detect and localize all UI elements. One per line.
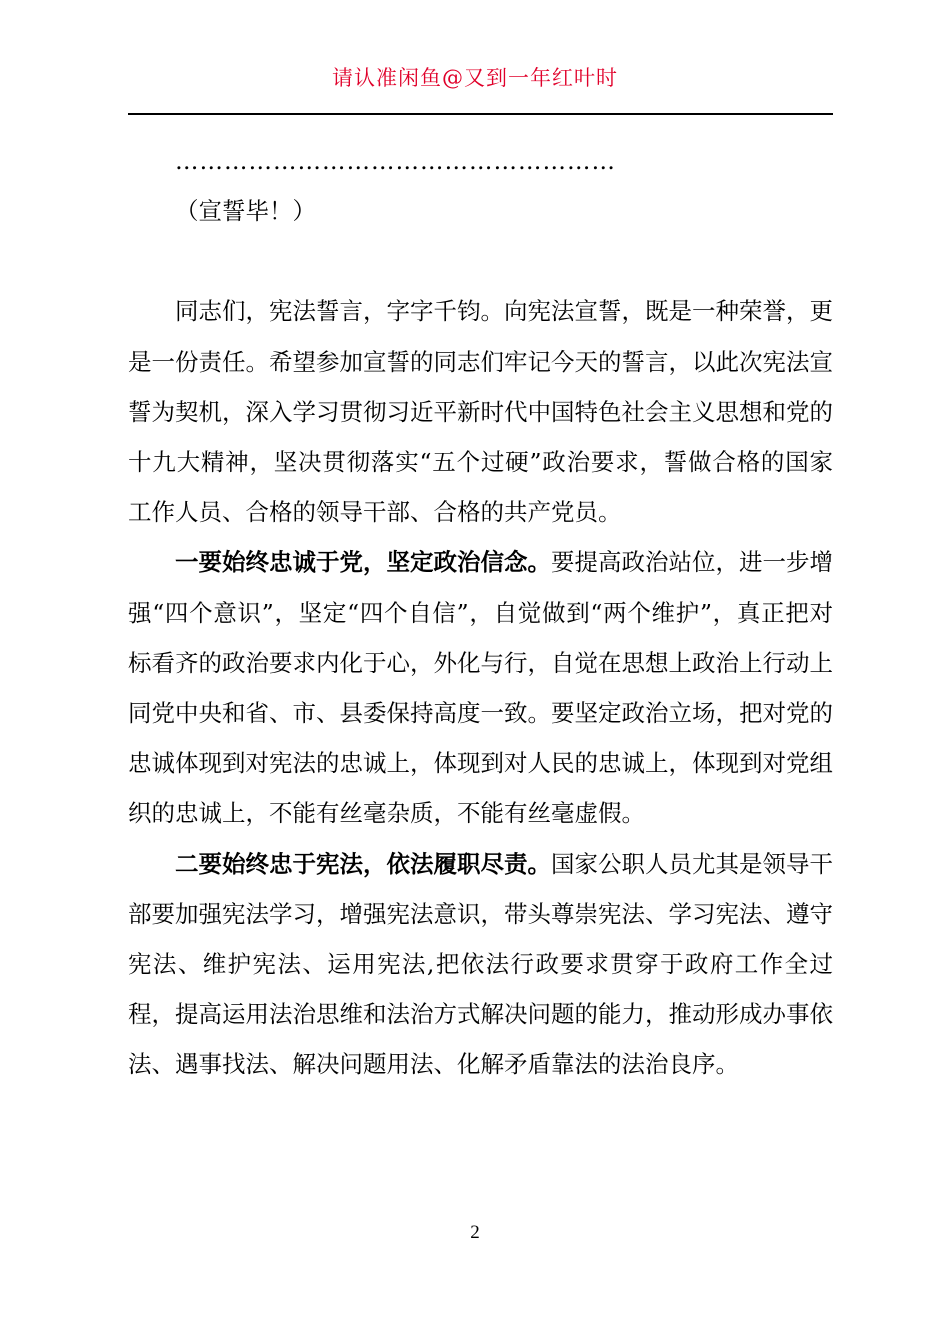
paragraph-heading-constitution: 二要始终忠于宪法，依法履职尽责。 (175, 849, 551, 878)
ellipsis-line: ……………………………………………… (175, 147, 616, 175)
header-rule (128, 113, 833, 115)
oath-end-line: （宣誓毕！） (175, 197, 316, 226)
page-number: 2 (470, 1222, 480, 1243)
paragraph-loyalty (128, 537, 833, 838)
paragraph-heading-loyalty: 一要始终忠诚于党，坚定政治信念。 (175, 548, 551, 577)
paragraph-gap (128, 236, 833, 286)
paragraph-text-loyalty: 要提高政治站位，进一步增强“四个意识”，坚定“四个自信”，自觉做到“两个维护”，真正把对标看齐的政治要求内化于心，外化与行，自觉在思想上政治上行动上同党中央和省、市、县委保持高度一致。要坚定政治立场，把对党的忠诚体现到对宪法的忠诚上，体现到对人民的忠诚上，体现到对党组织的忠诚上，不能有丝毫杂质，不能有丝毫虚假。 (128, 548, 833, 828)
paragraph-constitution (128, 839, 833, 1090)
paragraph-intro: 同志们，宪法誓言，字字千钧。向宪法宣誓，既是一种荣誉，更是一份责任。希望参加宣誓的同志们牢记今天的誓言，以此次宪法宣誓为契机，深入学习贯彻习近平新时代中国特色社会主义思想和党的十九大精神，坚决贯彻落实“五个过硬”政治要求，誓做合格的国家工作人员、合格的领导干部、合格的共产党员。 (128, 297, 833, 527)
paragraph-text-constitution: 国家公职人员尤其是领导干部要加强宪法学习，增强宪法意识，带头尊崇宪法、学习宪法、遵守宪法、维护宪法、运用宪法,把依法行政要求贯穿于政府工作全过程，提高运用法治思维和法治方式解决问题的能力，推动形成办事依法、遇事找法、解决问题用法、化解矛盾靠法的法治良序。 (128, 849, 833, 1079)
watermark-header: 请认准闲鱼@又到一年红叶时 (332, 66, 618, 90)
document-body (128, 136, 833, 1090)
